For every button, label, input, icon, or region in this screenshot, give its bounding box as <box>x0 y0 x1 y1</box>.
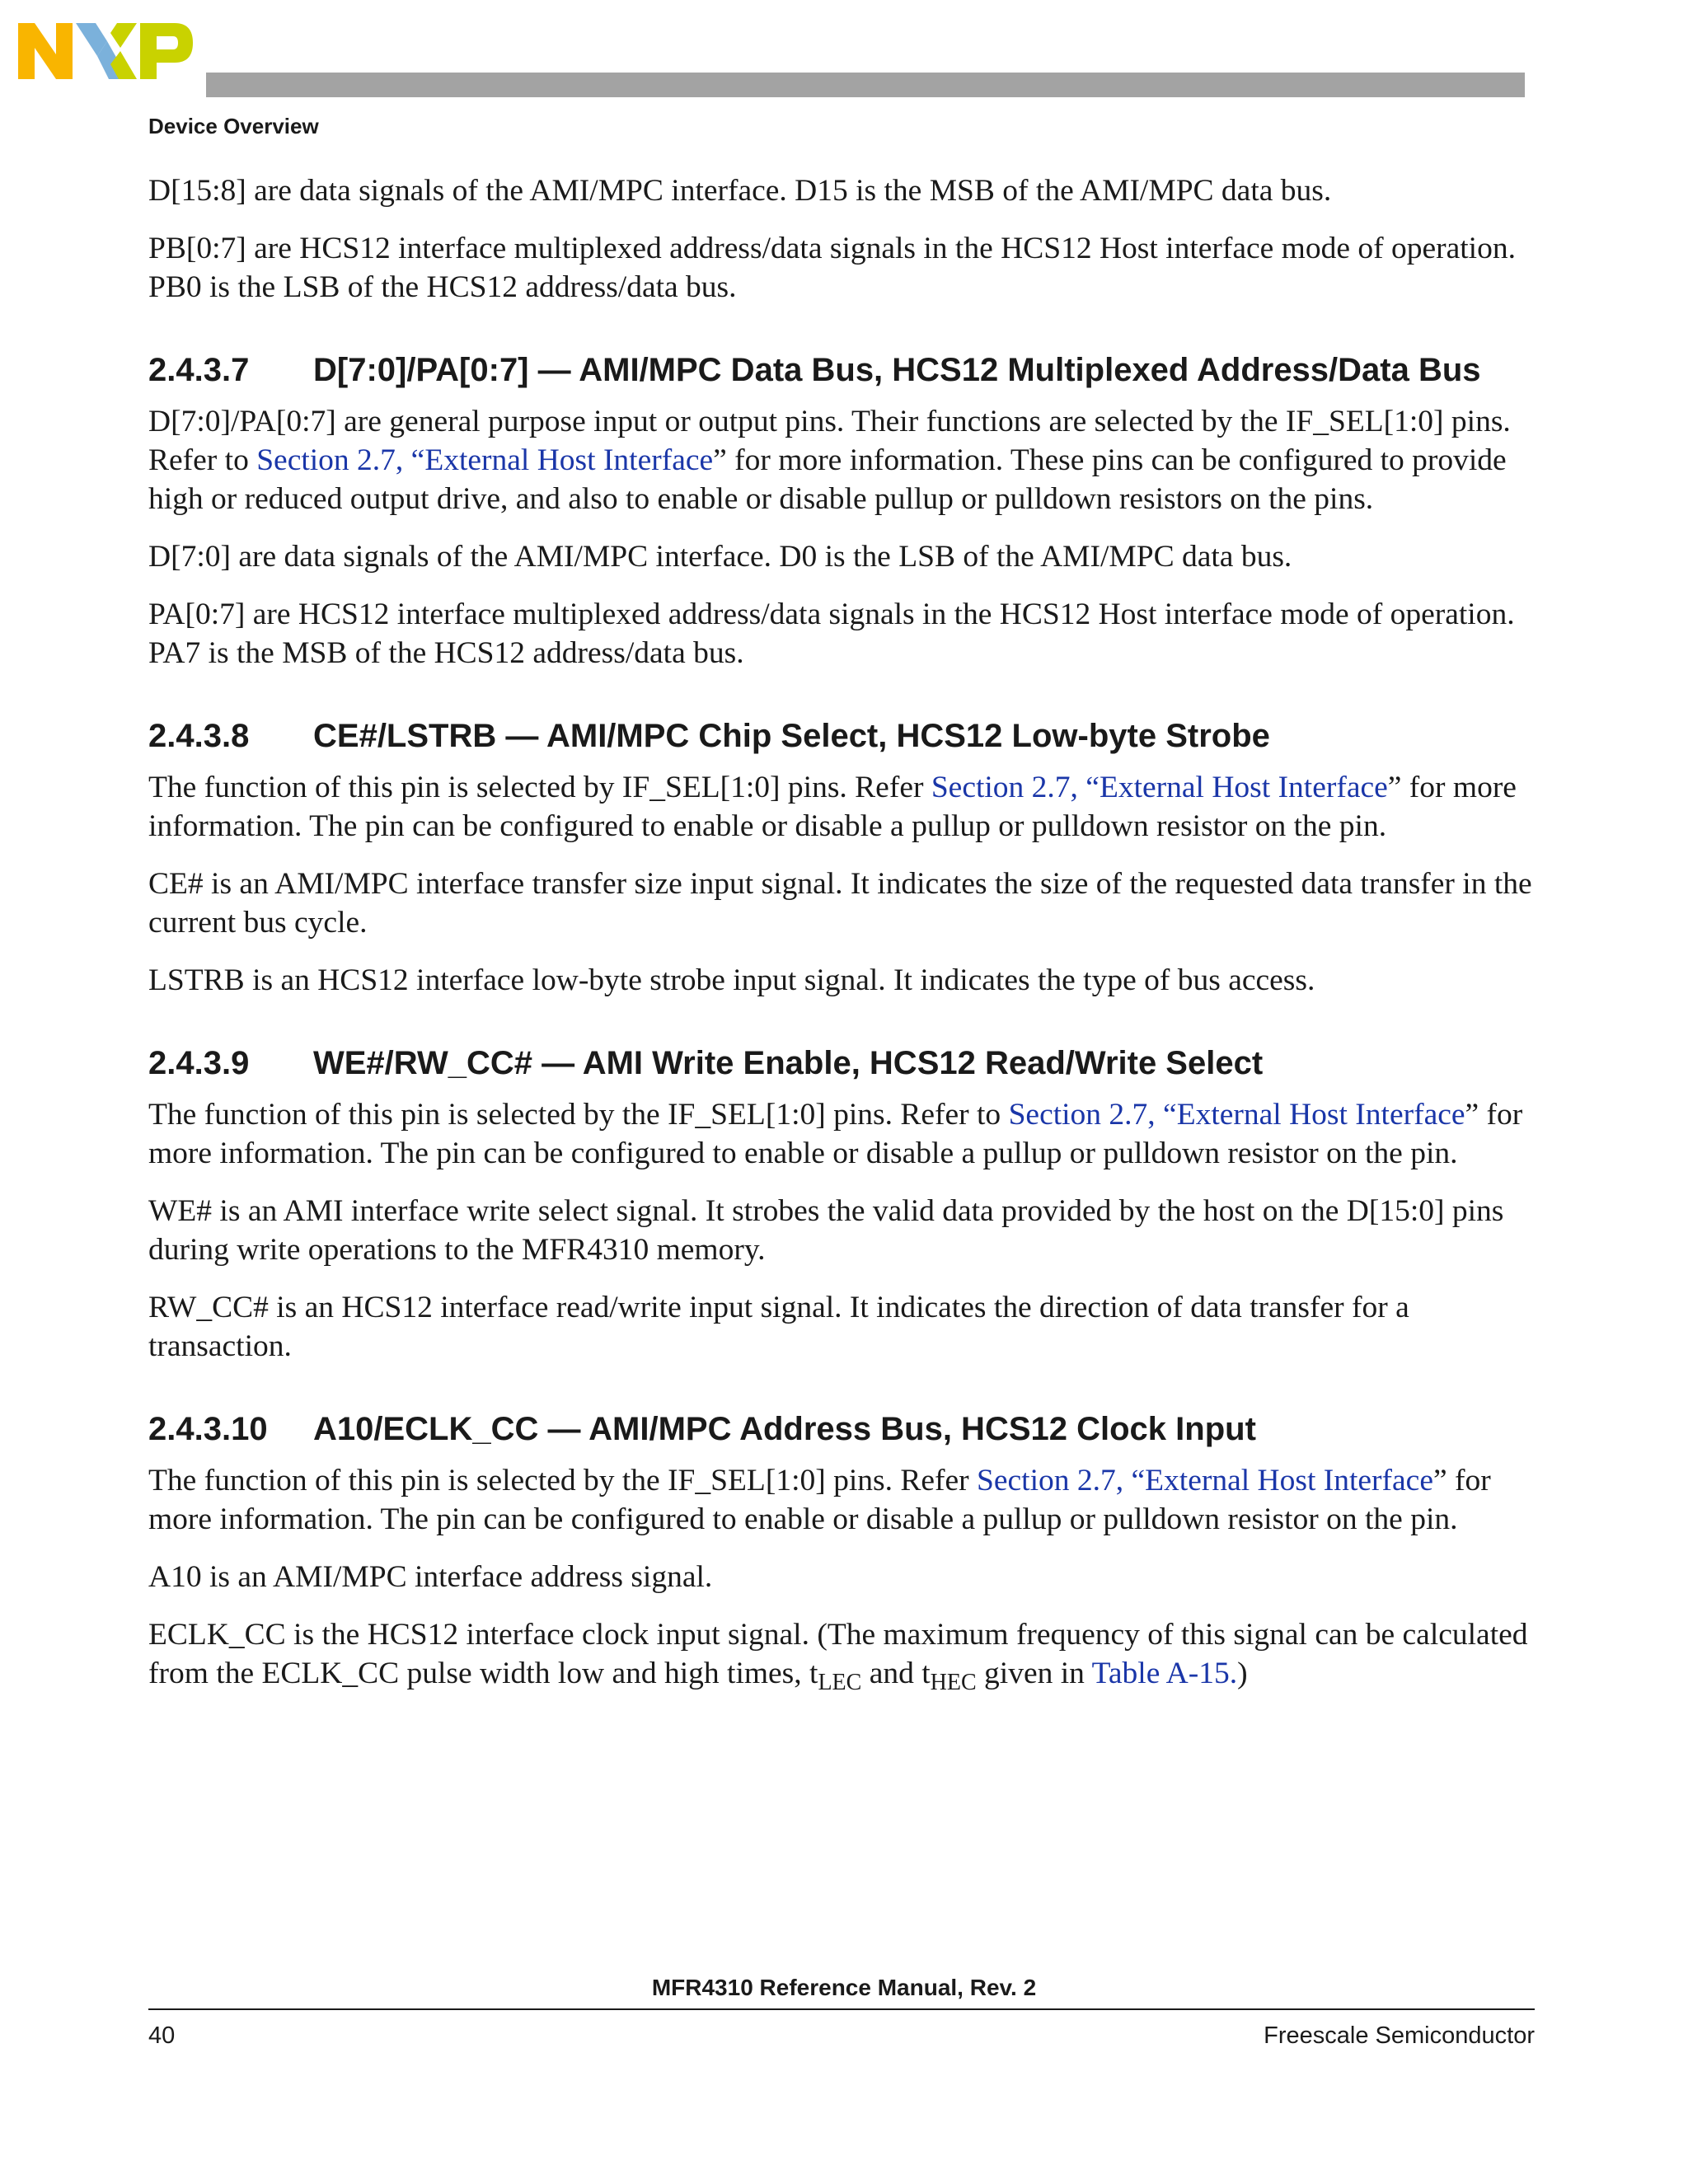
section-paragraph: D[7:0] are data signals of the AMI/MPC interface. D0 is the LSB of the AMI/MPC data bus. <box>148 540 1292 574</box>
header-bar <box>206 73 1525 97</box>
section-title: D[7:0]/PA[0:7] — AMI/MPC Data Bus, HCS12 Multiplexed Address/Data Bus <box>313 352 1481 388</box>
section-number: 2.4.3.7 <box>148 352 250 388</box>
page-content <box>148 171 1535 1712</box>
section-paragraph: RW_CC# is an HCS12 interface read/write input signal. It indicates the direction of data transfer for a transaction. <box>148 1291 1409 1363</box>
section-title: A10/ECLK_CC — AMI/MPC Address Bus, HCS12 Clock Input <box>313 1411 1256 1447</box>
section-paragraph: LSTRB is an HCS12 interface low-byte strobe input signal. It indicates the type of bus access. <box>148 963 1315 997</box>
paragraph-text: The function of this pin is selected by the IF_SEL[1:0] pins. Refer <box>148 1464 978 1497</box>
paragraph-text: D[7:0]/PA[0:7] are general purpose input or output pins. Their functions are selected by the IF_SEL[1:0] pins. Refer to <box>148 405 1511 477</box>
section-number: 2.4.3.9 <box>148 1045 250 1081</box>
section-paragraph: CE# is an AMI/MPC interface transfer size input signal. It indicates the size of the requested data transfer in the current bus cycle. <box>148 867 1532 940</box>
intro-paragraph-2: PB[0:7] are HCS12 interface multiplexed address/data signals in the HCS12 Host interface mode of operation. PB0 is the LSB of the HCS12 address/data bus. <box>148 232 1516 304</box>
page-number: 40 <box>148 2022 176 2049</box>
section-heading-2437 <box>148 349 1535 391</box>
running-header: Device Overview <box>148 114 319 138</box>
section-paragraph: PA[0:7] are HCS12 interface multiplexed address/data signals in the HCS12 Host interface mode of operation. PA7 is the MSB of the HCS12 address/data bus. <box>148 598 1515 670</box>
paragraph-text: ” for more information. The pin can be configured to enable or disable a pullup or pulldown resistor on the pin. <box>148 1464 1491 1536</box>
paragraph-text: ” for more information. These pins can be configured to provide high or reduced output drive, and also to enable or disable pullup or pulldown resistors on the pins. <box>148 443 1507 516</box>
section-number: 2.4.3.8 <box>148 718 250 754</box>
section-2-7-link[interactable]: Section 2.7, “External Host Interface <box>977 1464 1433 1497</box>
section-heading-2438 <box>148 715 1535 757</box>
section-title: CE#/LSTRB — AMI/MPC Chip Select, HCS12 Low-byte Strobe <box>313 718 1270 754</box>
section-2-7-link[interactable]: Section 2.7, “External Host Interface <box>1008 1098 1465 1132</box>
table-a-15-link[interactable]: Table A-15. <box>1091 1657 1238 1690</box>
footer-divider <box>148 2008 1535 2010</box>
section-heading-2439 <box>148 1043 1535 1084</box>
section-title: WE#/RW_CC# — AMI Write Enable, HCS12 Read/Write Select <box>313 1045 1264 1081</box>
intro-paragraph-1: D[15:8] are data signals of the AMI/MPC interface. D15 is the MSB of the AMI/MPC data bus. <box>148 174 1332 208</box>
paragraph-text: The function of this pin is selected by the IF_SEL[1:0] pins. Refer to <box>148 1098 1009 1132</box>
logo-n-shape <box>18 23 73 79</box>
paragraph-text: The function of this pin is selected by IF_SEL[1:0] pins. Refer <box>148 771 931 804</box>
logo-x-right-shape <box>110 23 137 79</box>
paragraph-text: given in <box>976 1657 1092 1690</box>
nxp-logo <box>18 18 195 82</box>
company-name: Freescale Semiconductor <box>1264 2022 1535 2049</box>
subscript-lec: LEC <box>818 1670 862 1695</box>
subscript-hec: HEC <box>930 1670 977 1695</box>
logo-p-shape <box>140 23 193 79</box>
section-heading-24310 <box>148 1408 1535 1450</box>
footer-title: MFR4310 Reference Manual, Rev. 2 <box>651 1975 1037 2000</box>
section-number: 2.4.3.10 <box>148 1411 268 1447</box>
section-paragraph <box>148 402 1535 518</box>
paragraph-text: ” for more information. The pin can be configured to enable or disable a pullup or pulldown resistor on the pin. <box>148 1098 1523 1170</box>
paragraph-text: and t <box>861 1657 931 1690</box>
section-2-7-link[interactable]: Section 2.7, “External Host Interface <box>256 443 714 477</box>
section-paragraph <box>148 1095 1535 1173</box>
section-paragraph: A10 is an AMI/MPC interface address signal. <box>148 1560 713 1594</box>
section-2-7-link[interactable]: Section 2.7, “External Host Interface <box>931 771 1388 804</box>
paragraph-text: ) <box>1237 1657 1248 1690</box>
section-paragraph <box>148 768 1535 846</box>
paragraph-text: ECLK_CC is the HCS12 interface clock input signal. (The maximum frequency of this signal can be calculated from the ECLK_CC pulse width low and high times, t <box>148 1618 1528 1690</box>
paragraph-text: ” for more information. The pin can be configured to enable or disable a pullup or pulldown resistor on the pin. <box>148 771 1517 843</box>
section-paragraph <box>148 1461 1535 1539</box>
section-paragraph: WE# is an AMI interface write select signal. It strobes the valid data provided by the host on the D[15:0] pins during write operations to the MFR4310 memory. <box>148 1194 1504 1267</box>
section-paragraph <box>148 1615 1535 1693</box>
